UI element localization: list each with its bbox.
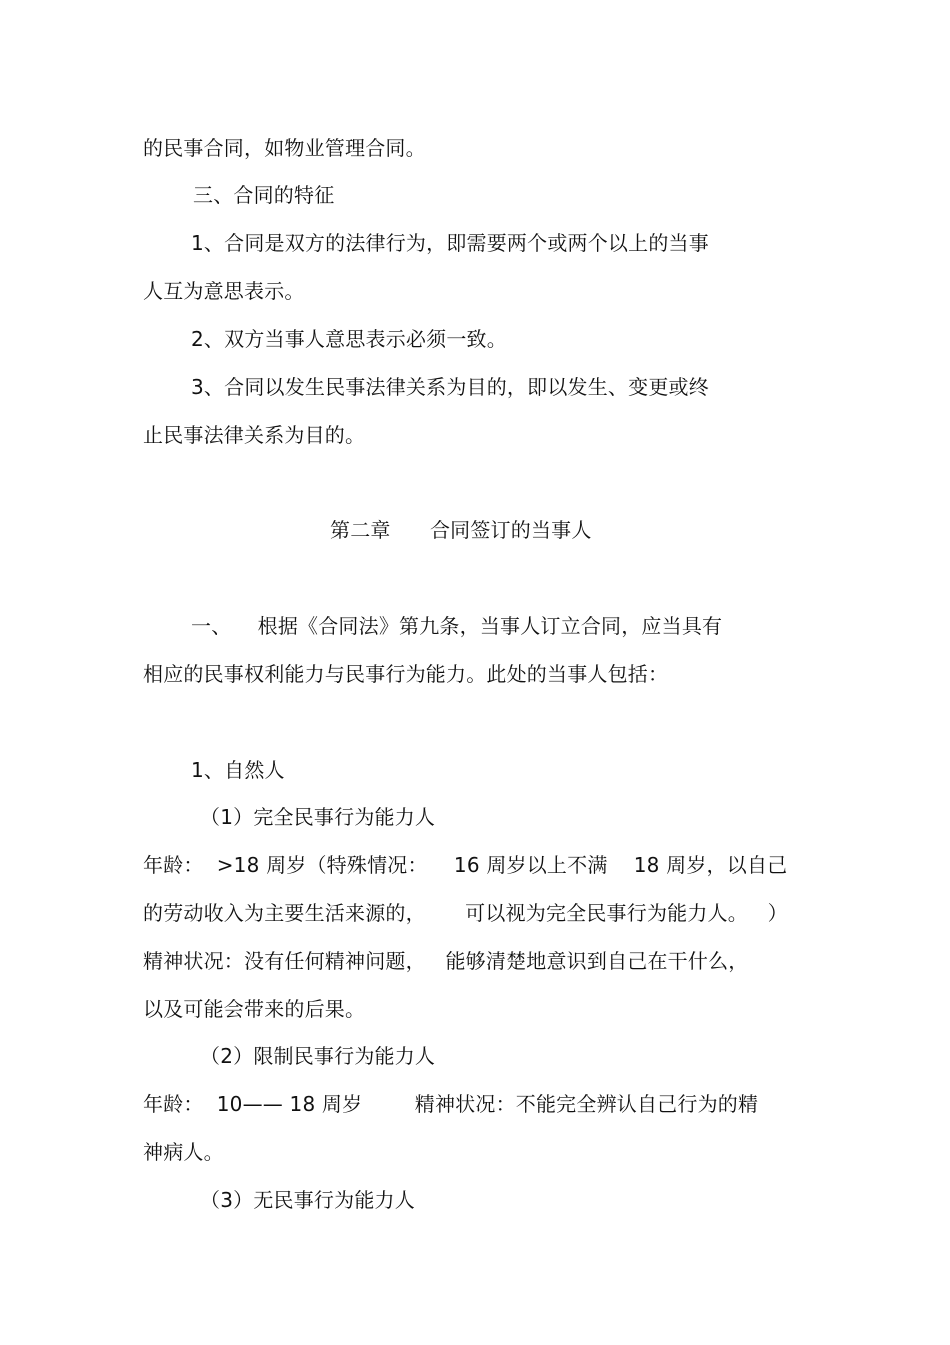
text-line-3: 1、合同是双方的法律行为，即需要两个或两个以上的当事 (191, 231, 709, 255)
text-line-14: 的劳动收入为主要生活来源的， 可以视为完全民事行为能力人。 ） (143, 901, 788, 925)
text-line-15: 精神状况：没有任何精神问题， 能够清楚地意识到自己在干什么， (143, 949, 749, 973)
subheading-full-capacity: （1）完全民事行为能力人 (200, 805, 436, 829)
text-line-5: 2、双方当事人意思表示必须一致。 (191, 327, 507, 351)
section-heading-contract-features: 三、合同的特征 (193, 183, 335, 207)
text-line-16: 以及可能会带来的后果。 (143, 997, 366, 1021)
text-line-6: 3、合同以发生民事法律关系为目的，即以发生、变更或终 (191, 375, 709, 399)
text-line-10: 相应的民事权利能力与民事行为能力。此处的当事人包括： (143, 662, 669, 686)
text-line-19: 神病人。 (143, 1140, 224, 1164)
subheading-natural-person: 1、自然人 (191, 758, 285, 782)
text-line-13: 年龄： >18 周岁（特殊情况： 16 周岁以上不满 18 周岁，以自己 (143, 853, 788, 877)
subheading-no-capacity: （3）无民事行为能力人 (200, 1188, 415, 1212)
subheading-limited-capacity: （2）限制民事行为能力人 (200, 1044, 436, 1068)
text-line-4: 人互为意思表示。 (143, 279, 305, 303)
text-line-1: 的民事合同，如物业管理合同。 (143, 136, 426, 160)
text-line-7: 止民事法律关系为目的。 (143, 423, 366, 447)
text-line-18: 年龄： 10—— 18 周岁 精神状况：不能完全辨认自己行为的精 (143, 1092, 759, 1116)
text-line-9: 一、 根据《合同法》第九条，当事人订立合同，应当具有 (191, 614, 723, 638)
chapter-title: 第二章 合同签订的当事人 (330, 518, 592, 542)
